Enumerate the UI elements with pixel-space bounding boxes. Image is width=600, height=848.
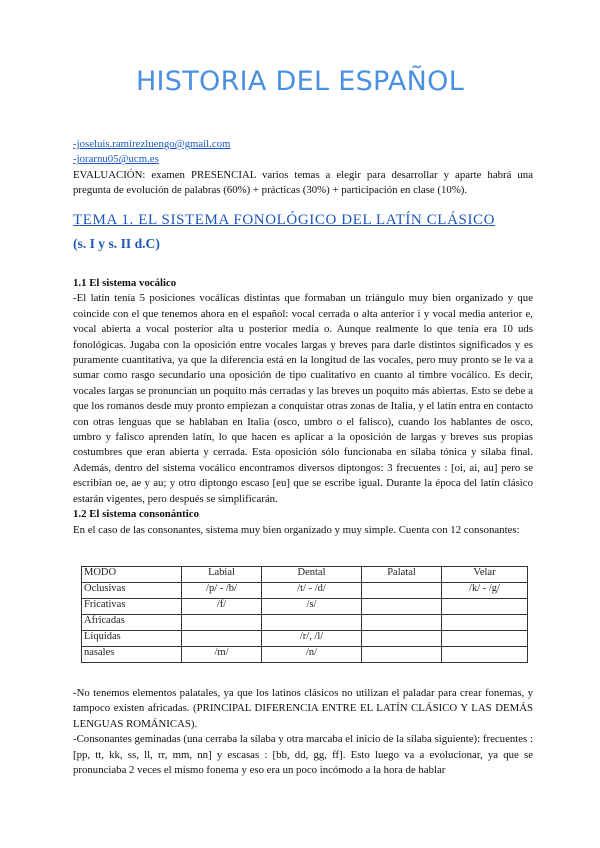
consonant-table xyxy=(81,566,528,663)
evaluation-text: EVALUACIÓN: examen PRESENCIAL varios temas a elegir para desarrollar y aparte habrá una pregunta de evolución de palabras (60%) + prácticas (30%) + participación en clase (10%). xyxy=(73,168,533,197)
table-cell: Africadas xyxy=(82,615,182,631)
table-header: Palatal xyxy=(362,567,442,583)
table-header-row xyxy=(82,567,528,583)
email-link-1[interactable]: -joseluis.ramirezluengo@gmail.com xyxy=(73,138,231,150)
table-cell: Oclusivas xyxy=(82,583,182,599)
section-vocalico-heading: 1.1 El sistema vocálico xyxy=(73,277,177,289)
table-cell xyxy=(362,583,442,599)
table-cell xyxy=(442,631,528,647)
table-cell xyxy=(182,631,262,647)
table-cell: /n/ xyxy=(262,647,362,663)
contact-block xyxy=(73,137,533,199)
table-cell: /t/ - /d/ xyxy=(262,583,362,599)
table-cell: /f/ xyxy=(182,599,262,615)
table-cell xyxy=(362,631,442,647)
table-cell xyxy=(362,647,442,663)
section-consonantico-heading: 1.2 El sistema consonántico xyxy=(73,508,199,521)
table-cell: Líquidas xyxy=(82,631,182,647)
section-vocalico xyxy=(73,276,533,538)
table-header: Dental xyxy=(262,567,362,583)
paragraph-geminadas: -Consonantes geminadas (una cerraba la sílaba y otra marcaba el inicio de la sílaba siguiente): frecuentes : [pp, tt, kk, ss, ll, rr, mm, nn] y escasas : [bb, dd, gg, ff]. Esto luego va a evolucionar, ya que se pronunciaba 2 veces el mismo fonema y eso era un poco incómodo a la hora de hablar xyxy=(73,733,533,777)
section-consonantico-intro: En el caso de las consonantes, sistema muy bien organizado y muy simple. Cuenta con 12 consonantes: xyxy=(73,523,520,536)
table-cell xyxy=(262,615,362,631)
table-row xyxy=(82,631,528,647)
tema-heading-text: TEMA 1. EL SISTEMA FONOLÓGICO DEL LATÍN CLÁSICO xyxy=(73,212,496,228)
table-cell: /p/ - /b/ xyxy=(182,583,262,599)
table-header: Velar xyxy=(442,567,528,583)
table-row xyxy=(82,583,528,599)
table-cell: Fricativas xyxy=(82,599,182,615)
tema-heading xyxy=(73,212,495,229)
table-row xyxy=(82,599,528,615)
table-cell: /r/, /l/ xyxy=(262,631,362,647)
section-after-table xyxy=(73,686,533,778)
table-cell xyxy=(362,615,442,631)
table-row xyxy=(82,615,528,631)
table-header: Labial xyxy=(182,567,262,583)
table-cell xyxy=(442,615,528,631)
table-cell xyxy=(442,599,528,615)
paragraph-palatales: -No tenemos elementos palatales, ya que los latinos clásicos no utilizan el paladar para crear fonemas, y tampoco existen africadas. (PRINCIPAL DIFERENCIA ENTRE EL LATÍN CLÁSICO Y LAS DEMÁS LENGUAS ROMÁNICAS). xyxy=(73,687,533,730)
table-cell: /s/ xyxy=(262,599,362,615)
table-header: MODO xyxy=(82,567,182,583)
table-cell xyxy=(442,647,528,663)
table-cell: /m/ xyxy=(182,647,262,663)
tema-subheading: (s. I y s. II d.C) xyxy=(73,236,160,251)
table-cell xyxy=(182,615,262,631)
table-row xyxy=(82,647,528,663)
table-cell: nasales xyxy=(82,647,182,663)
table-cell xyxy=(362,599,442,615)
email-link-2[interactable]: -jorarnu05@ucm.es xyxy=(73,153,159,166)
page-title: HISTORIA DEL ESPAÑOL xyxy=(135,66,465,97)
section-vocalico-body: -El latín tenía 5 posiciones vocálicas distintas que formaban un triángulo muy bien organizado y que coincide con el que tenemos ahora en el español: vocal cerrada o alta anterior i y vocal media anterior e, vocal abierta a vocal posterior alta u posterior media o. Aunque realmente lo que tenía era 10 uds fonológicas. Jugaba con la oposición entre vocales largas y breves para darle distintos significados y es puramente cuantitativa, ya que la diferencia está en la longitud de las vocales, pero muy pronto se le va a sumar como rasgo secundario una oposición de tipo cualitativo en cuanto al timbre vocálico. Es decir, vocales largas se pronuncian un poquito más cerradas y las breves un poquito más abiertas. Esto se debe a que los romanos desde muy pronto empiezan a conquistar otras zonas de Italia, y el latín entra en contacto con otras lenguas que se hablaban en Italia (osco, umbro o el falisco), cuando los hablantes de osco, umbro y falisco aprenden latín, lo que hacen es aplicar a la oposición de largas y breves sus propias costumbres que eran abierta y cerrada. Esta oposición sólo funcionaba en sílaba tónica y sílaba final. Además, dentro del sistema vocálico encontramos diversos diptongos: 3 frecuentes : [oi, ai, au] pero se escribían oe, ae y au; y otro diptongo escaso [eu] que se escribe igual. Durante la época del latín clásico estarán vigentes, pero después se simplificarán. xyxy=(73,292,533,505)
table-cell: /k/ - /g/ xyxy=(442,583,528,599)
